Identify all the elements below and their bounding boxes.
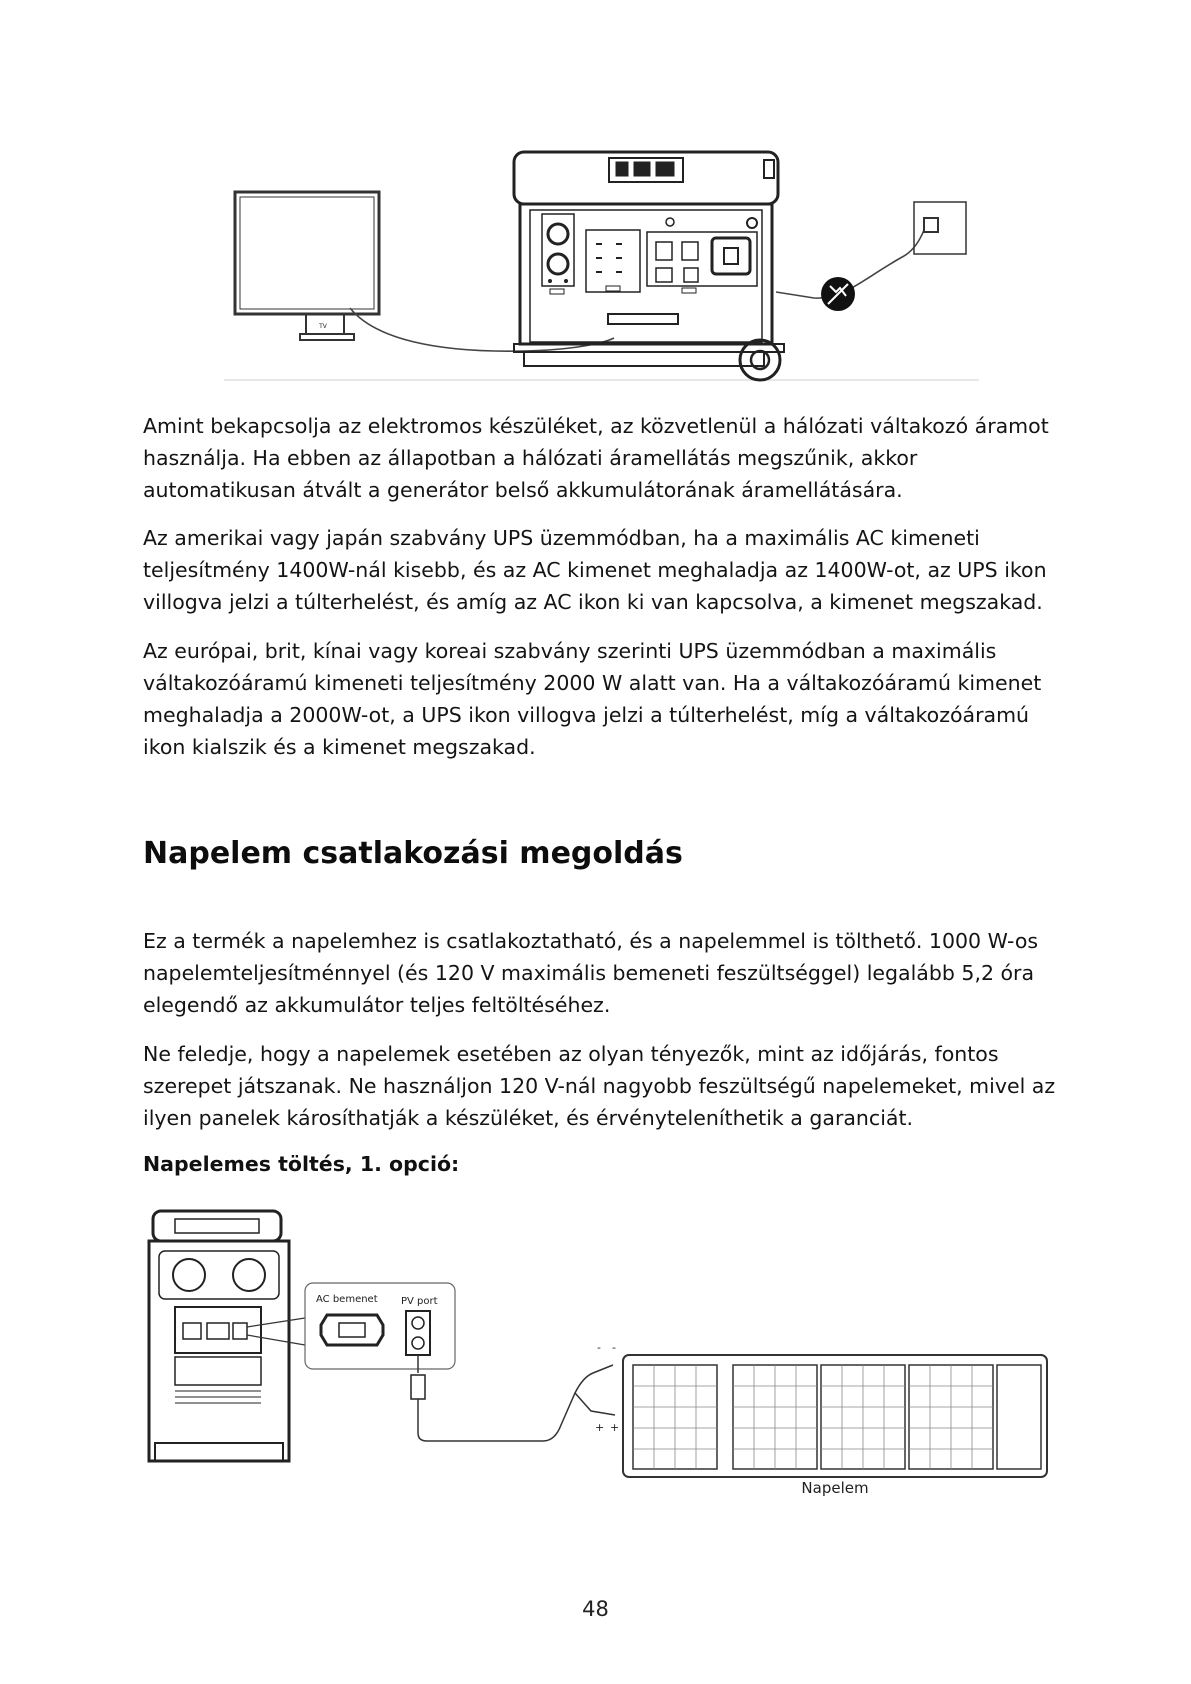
subsection-heading: Napelemes töltés, 1. opció: bbox=[143, 1152, 460, 1176]
ups-connection-diagram bbox=[224, 148, 984, 384]
paragraph-solar-charging: Ez a termék a napelemhez is csatlakoztatható, és a napelemmel is tölthető. 1000 W-os napelemteljesítménnyel (és 120 V maximális bemeneti feszültséggel) legalább 5,2 óra elegendő az akkumulátor teljes feltöltéséhez. bbox=[143, 929, 1039, 1017]
page-number: 48 bbox=[582, 1597, 609, 1621]
pv-port-icon bbox=[406, 1311, 430, 1355]
power-station-icon bbox=[514, 152, 784, 380]
solar-panel-label: Napelem bbox=[801, 1479, 869, 1497]
pv-port-label: PV port bbox=[401, 1296, 438, 1307]
paragraph-us-jp-ups: Az amerikai vagy japán szabvány UPS üzemmódban, ha a maximális AC kimeneti teljesítmény 1400W-nál kisebb, és az AC kimenet meghaladja az 1400W-ot, az UPS ikon villogva jelzi a túlterhelést, és amíg az AC ikon ki van kapcsolva, a kimenet megszakad. bbox=[143, 526, 1047, 614]
plus-label-2: + bbox=[610, 1421, 620, 1434]
paragraph-ups-intro: Amint bekapcsolja az elektromos készüléket, az közvetlenül a hálózati váltakozó áramot használja. Ha ebben az állapotban a hálózati áramellátás megszűnik, akkor automatikusan átvált a generátor belső akkumulátorának áramellátására. bbox=[143, 414, 1049, 502]
power-station-back-icon bbox=[149, 1211, 289, 1461]
pv-connector-icon bbox=[411, 1375, 425, 1399]
tv-icon bbox=[235, 192, 379, 340]
paragraph-eu-uk-ups: Az európai, brit, kínai vagy koreai szabvány szerinti UPS üzemmódban a maximális váltakozóáramú kimeneti teljesítmény 2000 W alatt van. Ha a váltakozóáramú kimenet meghaladja a 2000W-ot, a UPS ikon villogva jelzi a túlterhelést, míg a váltakozóáramú ikon kialszik és a kimenet megszakad. bbox=[143, 639, 1042, 759]
ac-input-label: AC bemenet bbox=[316, 1294, 378, 1305]
tv-label: TV bbox=[319, 323, 327, 330]
power-outage-icon bbox=[821, 277, 855, 311]
solar-panel-icon bbox=[623, 1355, 1047, 1477]
plus-label-1: + bbox=[595, 1421, 605, 1434]
minus-label-1: - bbox=[597, 1341, 601, 1354]
minus-label-2: - bbox=[612, 1341, 616, 1354]
wall-socket-icon bbox=[914, 202, 966, 254]
ac-input-port-icon bbox=[321, 1315, 383, 1345]
section-heading: Napelem csatlakozási megoldás bbox=[143, 836, 683, 871]
solar-connection-diagram bbox=[145, 1205, 1055, 1505]
paragraph-solar-warning: Ne feledje, hogy a napelemek esetében az olyan tényezők, mint az időjárás, fontos szerepet játszanak. Ne használjon 120 V-nál nagyobb feszültségű napelemeket, mivel az ilyen panelek károsíthatják a készüléket, és érvényteleníthetik a garanciát. bbox=[143, 1042, 1056, 1130]
